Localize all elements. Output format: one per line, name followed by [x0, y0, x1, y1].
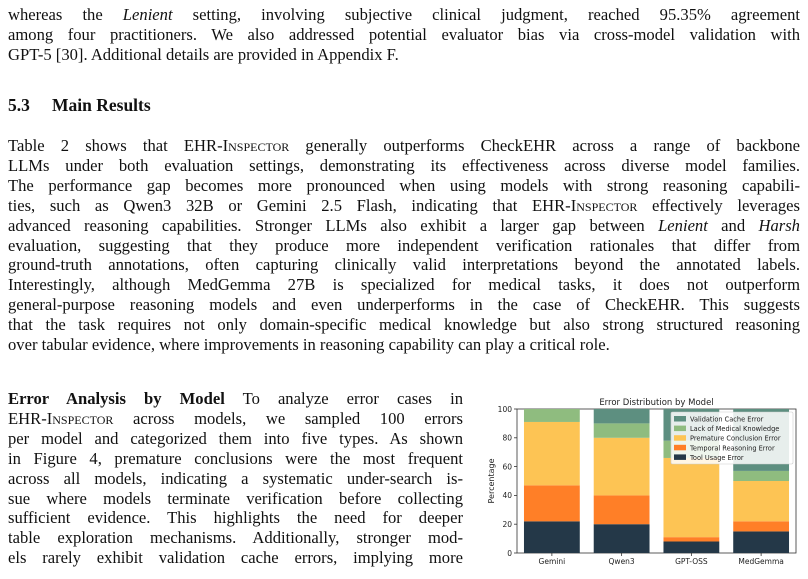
x-tick-label: Qwen3 [608, 557, 635, 566]
text-segment: general-purpose reasoning models and even underperforms in the case of CheckEHR. This suggests [8, 295, 800, 315]
text-segment: ties, such as Qwen3 32B or Gemini 2.5 Flash, indicating that EHR- [8, 195, 571, 215]
error-analysis-line [8, 548, 463, 568]
text-segment: The performance gap becomes more pronounced when using models with strong reasoning capabili- [8, 175, 800, 195]
text-segment: Interestingly, although MedGemma 27B is specialized for medical tasks, it does not outperform [8, 275, 800, 295]
bar-segment [594, 495, 650, 524]
text-segment: that the task requires not only domain-specific medical knowledge but also strong structured reasoning [8, 315, 800, 335]
main-paragraph-line [8, 176, 800, 196]
bar-segment [594, 524, 650, 553]
error-analysis-paragraph [8, 389, 463, 568]
error-analysis-line [8, 469, 463, 489]
legend-label: Validation Cache Error [690, 415, 764, 424]
main-paragraph-line [8, 136, 800, 156]
bar-segment [733, 531, 789, 553]
top-paragraph-line [8, 25, 800, 45]
text-segment: effectively leverages [637, 195, 800, 215]
text-segment: LLMs under both evaluation settings, demonstrating its effectiveness across diverse model families. [8, 155, 800, 175]
text-segment: els rarely exhibit validation cache errors, implying more [8, 548, 463, 568]
legend-label: Temporal Reasoning Error [690, 444, 775, 453]
text-segment: To analyze error cases in [224, 389, 463, 408]
legend-swatch [674, 435, 686, 441]
error-analysis-line [8, 409, 463, 429]
legend-swatch [674, 454, 686, 460]
text-segment: and [707, 215, 759, 235]
text-segment: advanced reasoning capabilities. Stronger LLMs also exhibit a larger gap between [8, 215, 659, 235]
error-analysis-line [8, 508, 463, 528]
x-tick-label: GPT-OSS [675, 557, 708, 566]
text-segment: Lenient [658, 215, 708, 235]
legend-label: Lack of Medical Knowledge [690, 425, 780, 434]
top-paragraph-line [8, 45, 800, 65]
main-paragraph-line [8, 295, 800, 315]
main-paragraph-line [8, 236, 800, 256]
text-segment: whereas the [8, 5, 123, 24]
main-paragraph-line [8, 156, 800, 176]
text-segment: over tabular evidence, where improvements in reasoning capability can play a critical role. [8, 335, 610, 355]
error-analysis-line [8, 449, 463, 469]
bar-segment [733, 521, 789, 531]
error-analysis-line [8, 389, 463, 409]
bar-segment [524, 409, 580, 422]
text-segment: table exploration mechanisms. Additionally, stronger mod- [8, 528, 463, 548]
legend-swatch [674, 445, 686, 451]
bar-segment [594, 438, 650, 496]
legend-label: Premature Conclusion Error [690, 434, 781, 443]
bar-segment [733, 471, 789, 481]
bar-segment [524, 422, 580, 485]
main-paragraph-line [8, 315, 800, 335]
text-segment: Lenient [122, 5, 173, 24]
error-analysis-line [8, 528, 463, 548]
legend-label: Tool Usage Error [690, 453, 744, 462]
text-segment: ground-truth annotations, often capturing clinically valid interpretations beyond the annotated labels. [8, 255, 800, 275]
main-paragraph-line [8, 275, 800, 295]
text-segment: Harsh [758, 215, 800, 235]
error-analysis-line [8, 429, 463, 449]
text-segment: Error Analysis by Model [8, 389, 225, 408]
chart-title: Error Distribution by Model [599, 398, 714, 408]
main-paragraph-line [8, 216, 800, 236]
error-distribution-chart [483, 396, 801, 572]
main-paragraph-line [8, 196, 800, 216]
text-segment: in Figure 4, premature conclusions were the most frequent [8, 448, 463, 468]
bar-segment [594, 409, 650, 423]
text-segment: across all models, indicating a systematic under-search is- [8, 468, 463, 488]
bar-segment [524, 521, 580, 553]
text-segment: among four practitioners. We also addressed potential evaluator bias via cross-model validation with [8, 24, 800, 44]
text-segment: sue where models terminate verification before collecting [8, 488, 463, 508]
y-axis-label: Percentage [487, 458, 496, 504]
text-segment: Inspector [570, 195, 638, 215]
top-paragraph-line [8, 5, 800, 25]
main-paragraph-line [8, 335, 800, 355]
text-segment: sufficient evidence. This highlights the need for deeper [8, 508, 463, 528]
text-segment: generally outperforms CheckEHR across a range of backbone [289, 136, 800, 155]
bar-segment [524, 485, 580, 521]
text-segment: per model and categorized them into five types. As shown [8, 428, 463, 448]
bar-segment [594, 423, 650, 437]
bar-segment [663, 537, 719, 541]
text-segment: setting, involving subjective clinical judgment, reached 95.35% agreement [172, 5, 800, 24]
top-paragraph [8, 5, 800, 65]
main-paragraph-line [8, 255, 800, 275]
text-segment: across models, we sampled 100 errors [113, 408, 463, 428]
legend-swatch [674, 426, 686, 432]
section-number: 5.3 [8, 95, 30, 115]
bar-segment [663, 541, 719, 553]
x-tick-label: Gemini [538, 557, 566, 566]
text-segment: Inspector [222, 136, 290, 155]
y-tick-label: 60 [502, 462, 512, 472]
y-tick-label: 20 [502, 520, 512, 529]
text-segment: EHR- [8, 408, 47, 428]
error-analysis-line [8, 489, 463, 509]
y-tick-label: 80 [502, 433, 512, 443]
bar-segment [663, 458, 719, 537]
legend-swatch [674, 416, 686, 422]
y-tick-label: 0 [507, 548, 512, 558]
text-segment: Table 2 shows that EHR- [8, 136, 223, 155]
main-results-paragraph [8, 136, 800, 355]
figure-error-distribution [483, 396, 801, 572]
y-tick-label: 100 [497, 404, 512, 414]
text-segment: evaluation, suggesting that they produce more independent verification rationales that differ from [8, 235, 800, 255]
y-tick-label: 40 [502, 491, 512, 501]
section-heading [8, 95, 151, 116]
text-segment: GPT-5 [30]. Additional details are provided in Appendix F. [8, 44, 399, 64]
section-title: Main Results [52, 95, 151, 115]
bar-segment [733, 481, 789, 521]
x-tick-label: MedGemma [738, 557, 784, 566]
text-segment: Inspector [46, 408, 114, 428]
